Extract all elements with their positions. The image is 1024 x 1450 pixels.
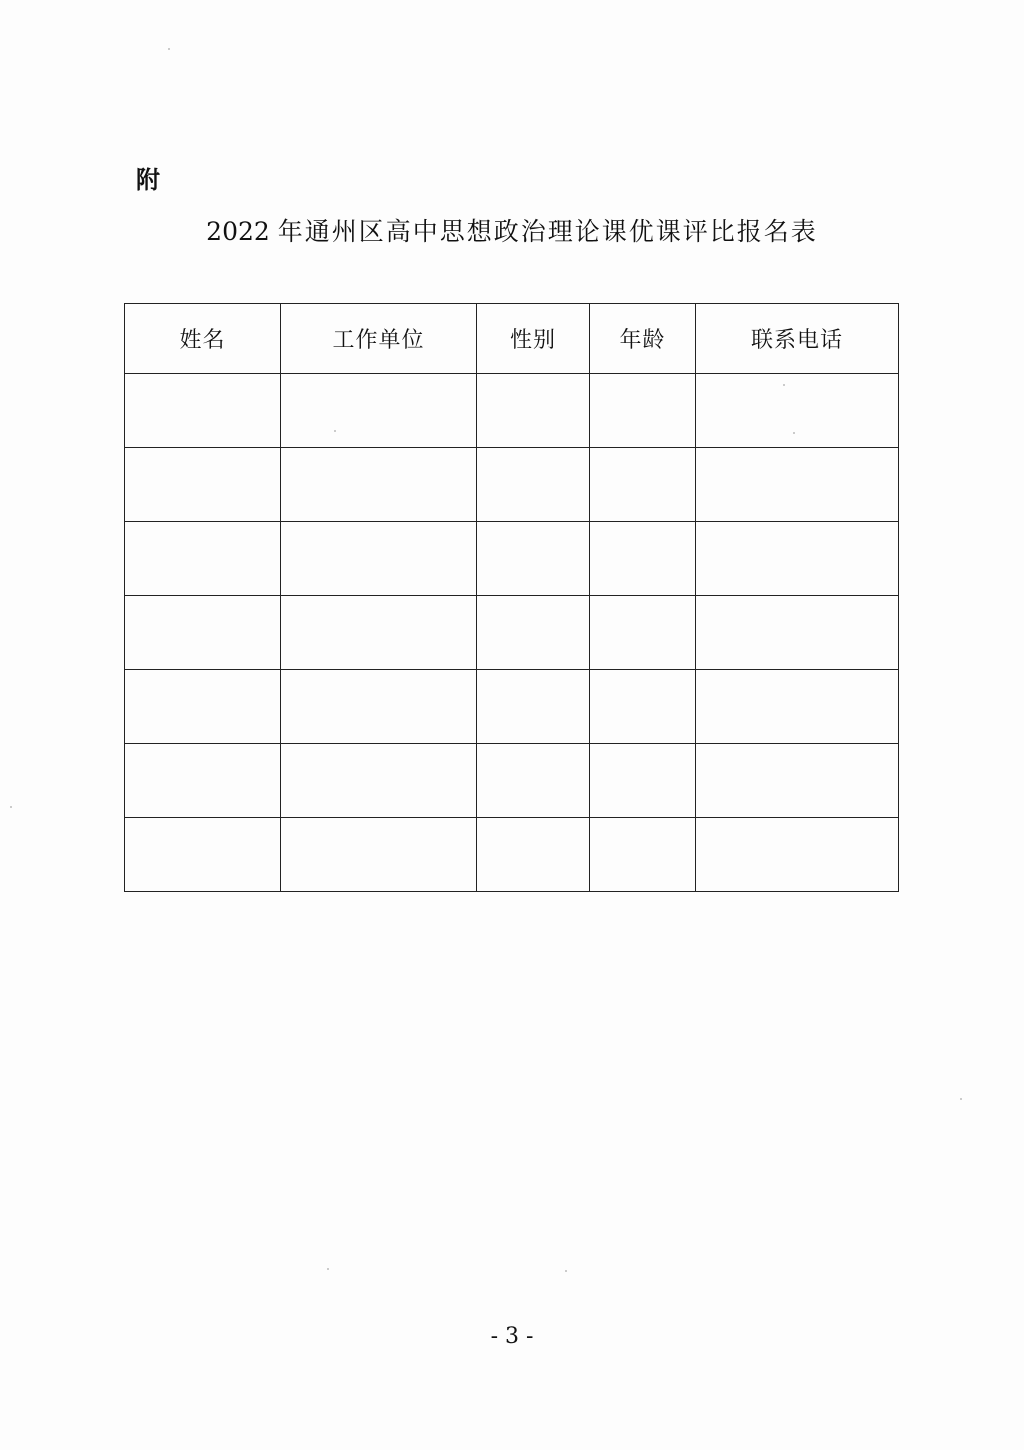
phone-cell[interactable] bbox=[696, 670, 899, 744]
gender-cell[interactable] bbox=[477, 374, 590, 448]
gender-cell[interactable] bbox=[477, 670, 590, 744]
name-cell[interactable] bbox=[125, 596, 281, 670]
work-unit-cell[interactable] bbox=[281, 448, 477, 522]
table-row bbox=[125, 818, 899, 892]
header-work-unit: 工作单位 bbox=[281, 304, 477, 374]
age-cell[interactable] bbox=[590, 522, 696, 596]
phone-cell[interactable] bbox=[696, 744, 899, 818]
name-cell[interactable] bbox=[125, 670, 281, 744]
scan-speck bbox=[783, 384, 785, 386]
header-gender: 性别 bbox=[477, 304, 590, 374]
phone-cell[interactable] bbox=[696, 818, 899, 892]
header-age: 年龄 bbox=[590, 304, 696, 374]
table-header-row bbox=[125, 304, 899, 374]
registration-table bbox=[124, 303, 899, 892]
phone-cell[interactable] bbox=[696, 596, 899, 670]
table-row bbox=[125, 744, 899, 818]
scan-speck bbox=[327, 1268, 329, 1270]
age-cell[interactable] bbox=[590, 448, 696, 522]
table-row bbox=[125, 522, 899, 596]
work-unit-cell[interactable] bbox=[281, 596, 477, 670]
work-unit-cell[interactable] bbox=[281, 670, 477, 744]
attachment-label: 附 bbox=[136, 166, 161, 194]
name-cell[interactable] bbox=[125, 744, 281, 818]
gender-cell[interactable] bbox=[477, 744, 590, 818]
scan-speck bbox=[334, 430, 336, 432]
name-cell[interactable] bbox=[125, 522, 281, 596]
age-cell[interactable] bbox=[590, 744, 696, 818]
table-row bbox=[125, 448, 899, 522]
name-cell[interactable] bbox=[125, 374, 281, 448]
work-unit-cell[interactable] bbox=[281, 818, 477, 892]
age-cell[interactable] bbox=[590, 596, 696, 670]
header-phone: 联系电话 bbox=[696, 304, 899, 374]
title-year: 2022 bbox=[206, 217, 270, 246]
scan-speck bbox=[10, 806, 12, 808]
work-unit-cell[interactable] bbox=[281, 744, 477, 818]
page-number: - 3 - bbox=[490, 1324, 534, 1349]
table-body bbox=[125, 374, 899, 892]
phone-cell[interactable] bbox=[696, 522, 899, 596]
name-cell[interactable] bbox=[125, 818, 281, 892]
scan-speck bbox=[565, 1270, 567, 1272]
title-text: 年通州区高中思想政治理论课优课评比报名表 bbox=[277, 217, 818, 246]
gender-cell[interactable] bbox=[477, 522, 590, 596]
gender-cell[interactable] bbox=[477, 818, 590, 892]
table-row bbox=[125, 670, 899, 744]
gender-cell[interactable] bbox=[477, 448, 590, 522]
phone-cell[interactable] bbox=[696, 448, 899, 522]
work-unit-cell[interactable] bbox=[281, 374, 477, 448]
work-unit-cell[interactable] bbox=[281, 522, 477, 596]
phone-cell[interactable] bbox=[696, 374, 899, 448]
age-cell[interactable] bbox=[590, 818, 696, 892]
document-title bbox=[0, 212, 1024, 248]
gender-cell[interactable] bbox=[477, 596, 590, 670]
scan-speck bbox=[960, 1098, 962, 1100]
header-name: 姓名 bbox=[125, 304, 281, 374]
name-cell[interactable] bbox=[125, 448, 281, 522]
age-cell[interactable] bbox=[590, 374, 696, 448]
age-cell[interactable] bbox=[590, 670, 696, 744]
scan-speck bbox=[168, 48, 170, 50]
table-row bbox=[125, 596, 899, 670]
scan-speck bbox=[793, 432, 795, 434]
